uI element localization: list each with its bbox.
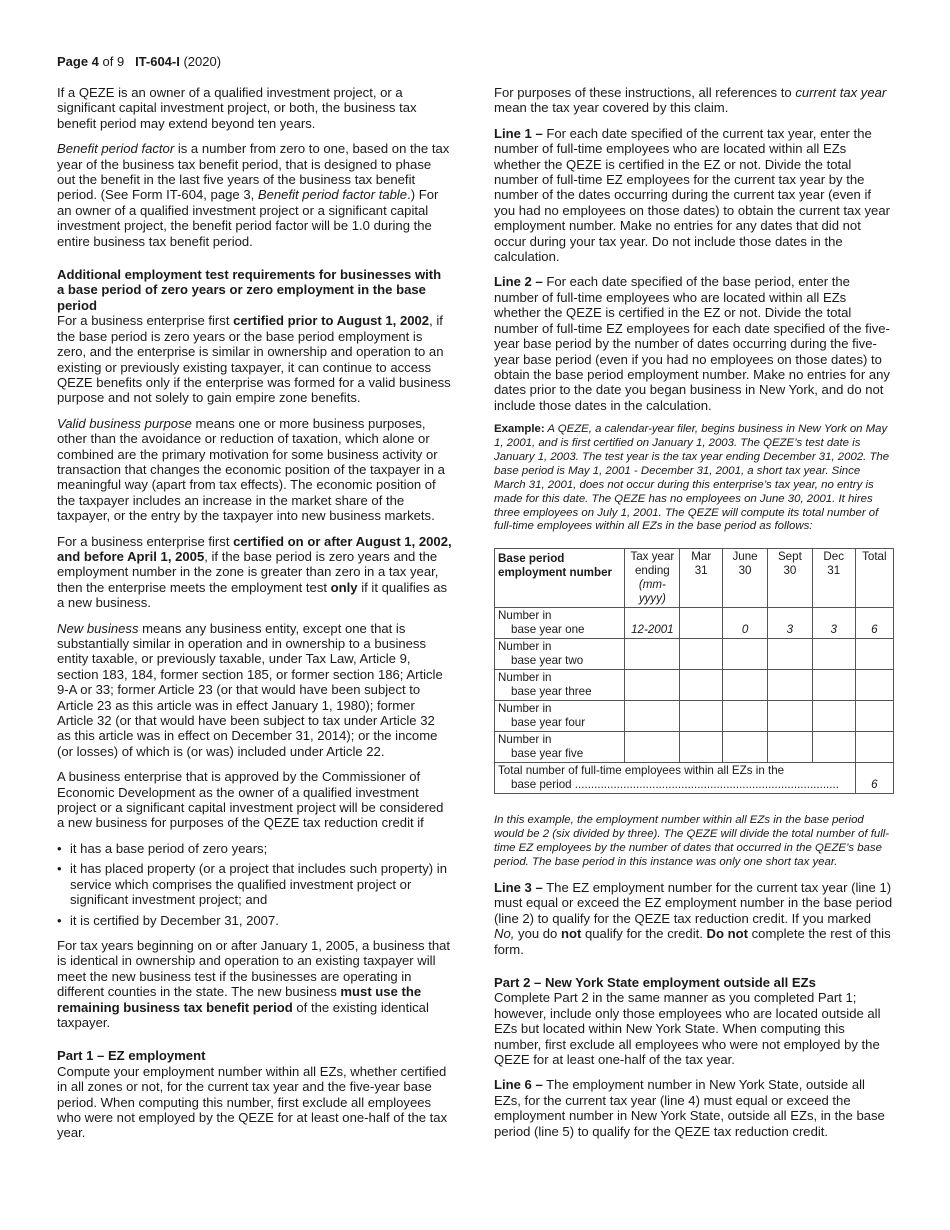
part2-heading: Part 2 – New York State employment outside all EZs [494, 975, 816, 991]
text: base year two [511, 654, 584, 668]
text: base year five [511, 747, 584, 761]
text: Number in [498, 609, 552, 623]
bold: certified on or after August 1, 2002, and before April 1, 2005 [57, 533, 452, 564]
text: Number in [498, 671, 552, 685]
cell-total [855, 639, 893, 670]
cell-dec31 [812, 639, 855, 670]
cell-tax-year [625, 639, 680, 670]
page-count: of 9 [98, 54, 125, 69]
cell-total: 6 [855, 608, 893, 639]
approved-enterprise-paragraph: A business enterprise that is approved by the Commissioner of Economic Development as the owner of a qualified investment project or a significant capital investment project will be considered a new business for purposes of the QEZE tax reduction credit if [57, 769, 444, 831]
cell-tax-year [625, 701, 680, 732]
list-item: • it has placed property (or a project that includes such property) in service which comprises the qualified investment project or significant investment project; and [57, 861, 452, 907]
list-item: • it has a base period of zero years; [57, 841, 452, 856]
cell-jun30 [723, 639, 768, 670]
bold: not [560, 926, 582, 942]
total-value: 6 [855, 763, 893, 794]
header-total: Total [855, 549, 893, 608]
row-label [495, 639, 625, 670]
benefit-period-factor-paragraph [57, 141, 452, 249]
line3-instructions [494, 880, 894, 957]
example-label: Example: [494, 423, 545, 436]
text: The EZ employment number for the current tax year (line 1) must equal or exceed the EZ employment number in the base period (line 2) to qualify for the QEZE tax reduction credit. If you marked [494, 880, 893, 926]
cell-total [855, 670, 893, 701]
cell-total [855, 701, 893, 732]
line1-instructions [494, 126, 894, 265]
text: mean the tax year covered by this claim. [494, 100, 729, 116]
cell-sep30 [767, 639, 812, 670]
part1-paragraph: Compute your employment number within all EZs, whether certified in all zones or not, for the current tax year and the five-year base period. When computing this number, first exclude all employees who were not employed by the QEZE for at least one-half of the tax year. [57, 1063, 448, 1141]
text: you do [514, 926, 561, 942]
cell-dec31: 3 [812, 608, 855, 639]
term: Valid business purpose [57, 415, 192, 431]
text: Number in [498, 702, 552, 716]
line-label: Line 6 – [494, 1077, 543, 1093]
text: For purposes of these instructions, all references to [494, 85, 796, 100]
cell-tax-year [625, 670, 680, 701]
header-sep30: Sept 30 [767, 549, 812, 608]
valid-business-purpose-paragraph [57, 416, 452, 524]
page-header [57, 54, 221, 69]
cell-total [855, 732, 893, 763]
row-label [495, 732, 625, 763]
cell-jun30 [723, 732, 768, 763]
cell-mar31 [680, 639, 723, 670]
text: qualify for the credit. [581, 926, 707, 942]
part1-heading: Part 1 – EZ employment [57, 1048, 206, 1064]
header-jun30: June 30 [723, 549, 768, 608]
base-period-table [494, 548, 894, 794]
cell-dec31 [812, 670, 855, 701]
cell-sep30 [767, 701, 812, 732]
text: Total number of full-time employees within all EZs in the [498, 764, 785, 778]
text: is a number from zero to one, based on the tax year of the business tax benefit period, that is designed to phase out the benefit in the last five years of the business tax benefit period. (See Form IT-604, page 3, [57, 141, 450, 203]
example-note: In this example, the employment number within all EZs in the base period would be 2 (six divided by three). The QEZE will divide the total number of full-time EZ employees by the number of dates that occurred in the QEZE’s base period. The base period in this instance was only one short tax year. [494, 814, 890, 869]
new-business-criteria-list [57, 841, 452, 928]
cell-jun30 [723, 701, 768, 732]
table-row [495, 732, 894, 763]
term: current tax year [795, 85, 887, 100]
page-number: Page 4 [57, 54, 99, 69]
new-business-paragraph [57, 621, 452, 760]
form-id: IT-604-I [135, 54, 180, 69]
cell-mar31 [680, 732, 723, 763]
text: A QEZE, a calendar-year filer, begins business in New York on May 1, 2001, and is first certified on January 1, 2003. The QEZE’s test date is January 1, 2003. The test year is the tax year ending December 31, 2002. The base period is May 1, 2001 - December 31, 2001, a short tax year. Since March 31, 2001, does not occur during this enterprise’s tax year, no entry is made for this date. The QEZE has no employees on June 30, 2001. It hires three employees on July 1, 2001. The QEZE will compute its total number of full-time employees within all EZs in the base period as follows: [494, 423, 890, 533]
cell-sep30: 3 [767, 608, 812, 639]
line-label: Line 1 – [494, 125, 543, 141]
row-label [495, 670, 625, 701]
cell-mar31 [680, 701, 723, 732]
certified-prior-paragraph [57, 313, 452, 405]
term: New business [57, 620, 139, 636]
line2-instructions [494, 274, 894, 413]
cell-sep30 [767, 732, 812, 763]
line-label: Line 3 – [494, 880, 543, 895]
cell-tax-year [625, 732, 680, 763]
text: For each date specified of the current tax year, enter the number of full-time employees who are located within all EZs whether the QEZE is certified in the EZ or not. Divide the total number of full-time EZ employees for the current tax year by the number of the dates occurring during the current tax year (even if you had no employees on those dates) to obtain the current tax year employment number. Make no entries for any dates that did not occur during your tax year. Do not include those dates in the calculation. [494, 125, 890, 265]
text: base year four [511, 716, 586, 730]
header-dec31: Dec 31 [812, 549, 855, 608]
left-column [57, 85, 452, 1151]
text: The employment number in New York State, outside all EZs, for the current tax year (line 4) must equal or exceed the employment number in New York State, outside all EZs, in the base period (line 5) to qualify for the QEZE tax reduction credit. [494, 1077, 885, 1139]
table-row [495, 608, 894, 639]
bold: only [330, 579, 358, 595]
text: if it qualifies as a new business. [57, 579, 448, 611]
list-item: • it is certified by December 31, 2007. [57, 913, 452, 928]
cell-mar31 [680, 670, 723, 701]
text: ending [634, 564, 670, 578]
additional-employment-heading: Additional employment test requirements for businesses with a base period of zero years or zero employment in the base period [57, 267, 442, 313]
text: For each date specified of the base period, enter the number of full-time employees who are located within all EZs whether the QEZE is certified in the EZ or not. Divide the total number of full-time EZ employees for each date specified of the five-year base period by the number of dates occurring during the five-year base period (even if you had no employees on those dates) to obtain the base period employment number. Make no entries for any dates prior to the date you began business in New York, and do not include those dates in the calculation. [494, 274, 890, 413]
total-label [495, 763, 856, 794]
text: means one or more business purposes, other than the avoidance or reduction of taxation, which alone or combined are the primary motivation for some business activity or transaction that changes the economic position of the taxpayer in a meaningful way (apart from tax effects). The economic position of the taxpayer includes an increase in the market share of the taxpayer, or the entry by the taxpayer into new business markets. [57, 415, 445, 524]
text: Number in [498, 733, 552, 747]
cell-dec31 [812, 732, 855, 763]
text: For a business enterprise first [57, 313, 234, 329]
table-total-row [495, 763, 894, 794]
text: Number in [498, 640, 552, 654]
row-label [495, 701, 625, 732]
text: For tax years beginning on or after January 1, 2005, a business that is identical in ownership and operation to an existing taxpayer will meet the new business test if the businesses are operating in different counties in the state. The new business [57, 937, 451, 1000]
form-year: (2020) [179, 54, 222, 69]
cell-sep30 [767, 670, 812, 701]
text: base year three [511, 685, 592, 699]
text: base year one [511, 623, 585, 637]
table-row [495, 639, 894, 670]
example-paragraph [494, 423, 894, 534]
cell-dec31 [812, 701, 855, 732]
text: complete the rest of this form. [494, 926, 891, 957]
header-mar31: Mar 31 [680, 549, 723, 608]
text: , if the base period is zero years and the employment number in the zone is greater than zero in a tax year, then the enterprise meets the employment test [57, 548, 439, 595]
right-column [494, 85, 894, 1149]
text: Tax year [630, 550, 675, 564]
text: .) For an owner of a qualified investment project or a significant capital investment project, the benefit period factor will be 1.0 during the entire business tax benefit period. [57, 187, 439, 249]
table-row [495, 701, 894, 732]
cell-jun30: 0 [723, 608, 768, 639]
line-label: Line 2 – [494, 274, 543, 290]
table-header-row [495, 549, 894, 608]
bold: certified prior to August 1, 2002 [233, 313, 430, 329]
certified-on-after-paragraph [57, 534, 452, 611]
bold: Do not [706, 926, 748, 942]
text: (mm-yyyy) [638, 578, 666, 606]
term: Benefit period factor [57, 141, 175, 157]
header-tax-year [625, 549, 680, 608]
text: For a business enterprise first [57, 533, 234, 549]
text: of the existing identical taxpayer. [57, 999, 429, 1030]
header-label: Base period employment number [495, 549, 625, 608]
text: means any business entity, except one that is substantially similar in operation and in ownership to a business entity taxable, or previously taxable, under Tax Law, Article 9, section 183, 184, former section 185, or former section 186; Article 9-A or 33; former Article 23 (or that would have been subject to Article 23 as this article was in effect January 1, 1980); former Article 32 (or that would have been subject to tax under Article 32 as this article was in effect on December 31, 2014); or the income (or losses) of which is (or was) included under Article 22. [57, 620, 443, 759]
cell-jun30 [723, 670, 768, 701]
line6-instructions [494, 1077, 894, 1139]
part2-paragraph: Complete Part 2 in the same manner as you completed Part 1; however, include only those employees who are located outside all EZs but located within New York State. When computing this number, first exclude all employees who were not employed by the QEZE for at least one-half of the tax year. [494, 990, 881, 1068]
cell-mar31 [680, 608, 723, 639]
row-label [495, 608, 625, 639]
cell-tax-year: 12-2001 [625, 608, 680, 639]
text: base period .................................................................................. [511, 778, 839, 792]
text: , if the base period is zero years or the base period employment is zero, and the enterprise is similar in ownership and operation to an existing or previously existing taxpayer, it can continue to access QEZE benefits only if the enterprise was formed for a valid business purpose and not solely to gain empire zone benefits. [57, 313, 451, 406]
identical-taxpayer-paragraph [57, 938, 452, 1030]
qeze-owner-paragraph: If a QEZE is an owner of a qualified investment project, or a significant capital investment project, or both, the business tax benefit period may extend beyond ten years. [57, 85, 417, 131]
text: No, [494, 926, 515, 942]
current-tax-year-paragraph [494, 85, 894, 116]
table-row [495, 670, 894, 701]
bold: must use the remaining business tax benefit period [57, 984, 422, 1015]
ref: Benefit period factor table [257, 187, 408, 203]
